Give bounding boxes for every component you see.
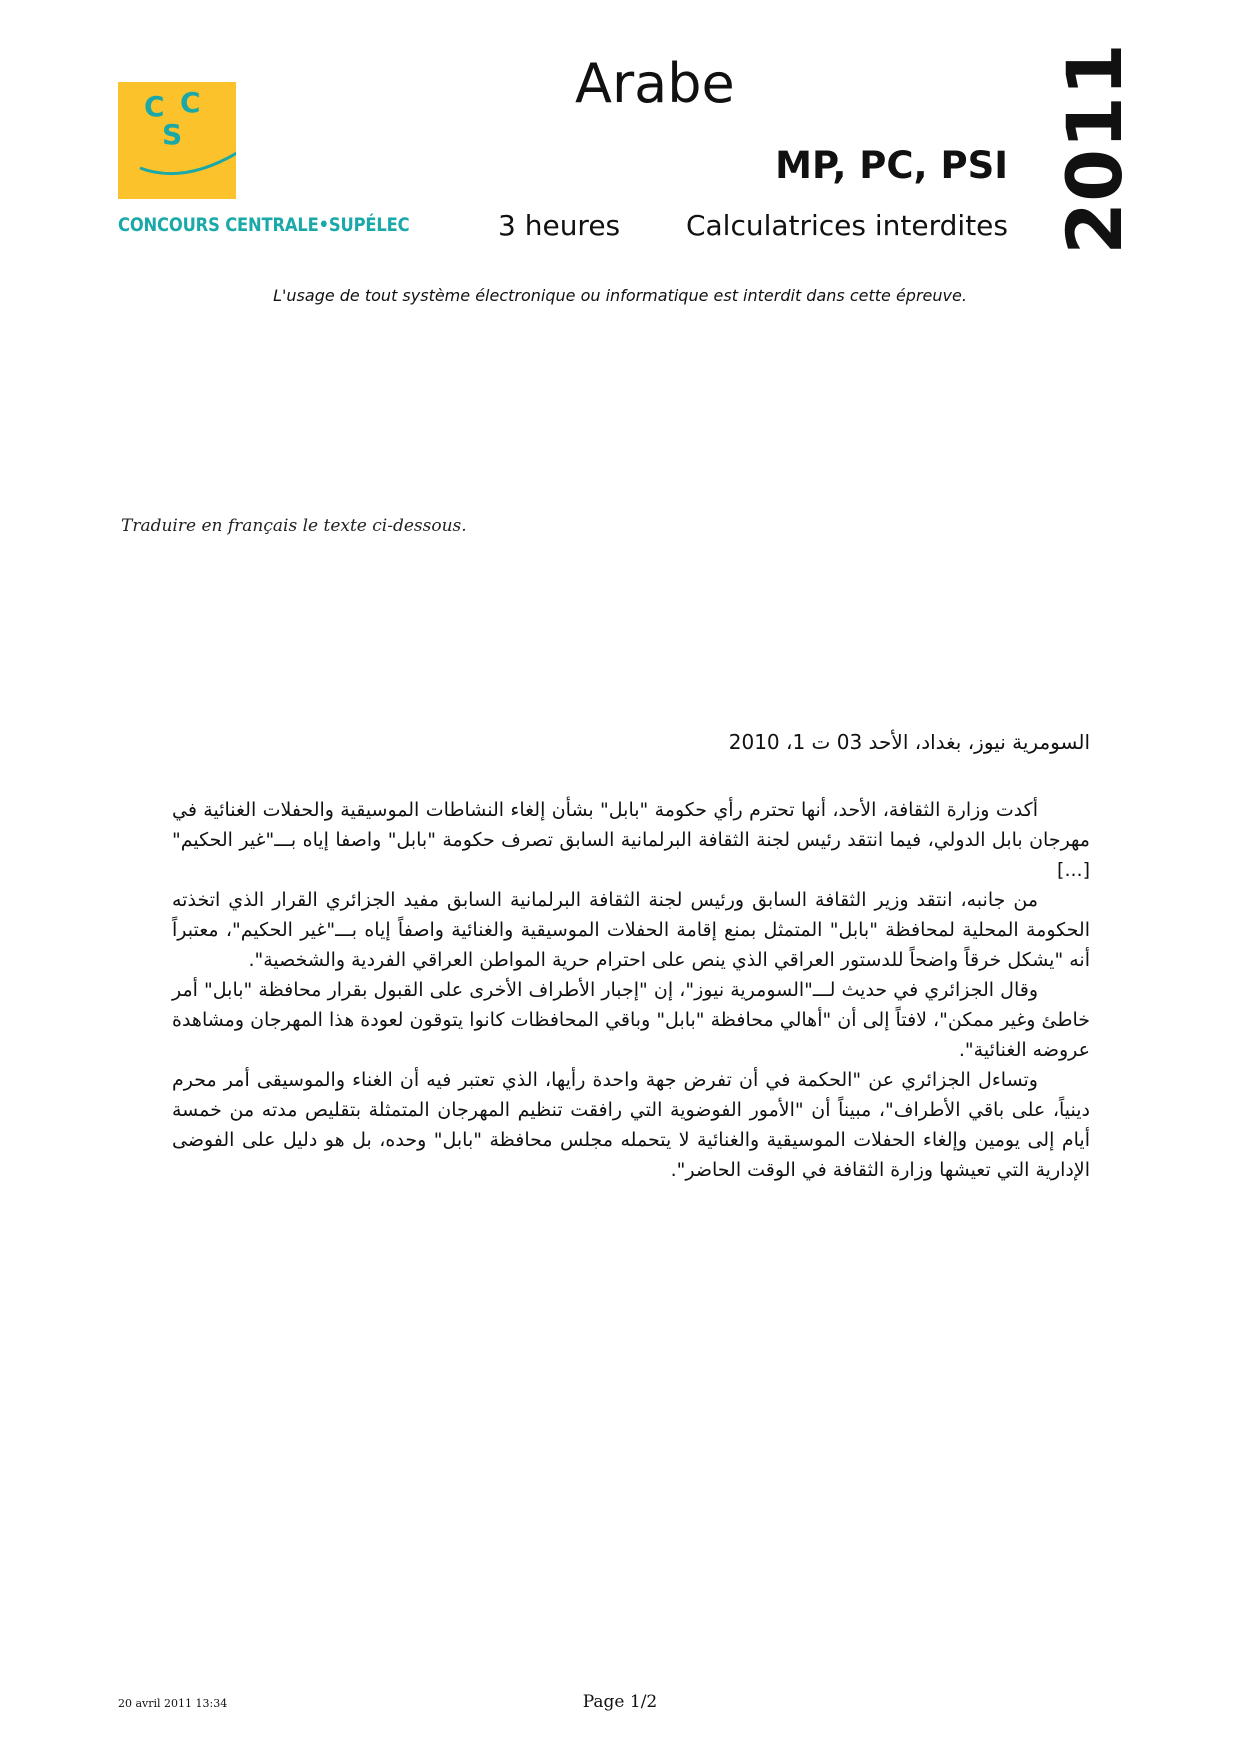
logo-letter-s: S: [162, 118, 183, 151]
electronics-notice: L'usage de tout système électronique ou informatique est interdit dans cette épreuve.: [273, 286, 967, 305]
article-paragraph: من جانبه، انتقد وزير الثقافة السابق ورئيس لجنة الثقافة البرلمانية السابق مفيد الجزائري القرار الذي اتخذته الحكومة المحلية لمحافظة "بابل" المتمثل بمنع إقامة الحفلات الموسيقية والغنائية واصفاً إياه بـــ"غير الحكيم"، معتبراً أنه "يشكل خرقاً واضحاً للدستور العراقي الذي ينص على احترام حرية المواطن العراقي الفردية والشخصية".: [172, 889, 1090, 971]
logo-graphic: [118, 82, 236, 199]
logo: [118, 82, 236, 199]
footer-date: 20 avril 2011 13:34: [118, 1697, 228, 1710]
exam-duration: 3 heures: [498, 209, 621, 242]
page-number: Page 1/2: [582, 1692, 658, 1712]
logo-letter-c1: C: [144, 90, 165, 123]
exam-subject: Arabe: [575, 52, 735, 115]
calculator-rule: Calculatrices interdites: [685, 209, 1008, 242]
article-paragraph: وتساءل الجزائري عن "الحكمة في أن تفرض جهة واحدة رأيها، الذي تعتبر فيه أن الغناء والموسيقى أمر محرم دينياً، على باقي الأطراف"، مبيناً أن "الأمور الفوضوية التي رافقت تنظيم المهرجان المتمثلة بتقليص مدته من خمسة أيام إلى يومين وإلغاء الحفلات الموسيقية والغنائية لا يتحمله مجلس محافظة "بابل" وحده، بل هو دليل على الفوضى الإدارية التي تعيشها وزارة الثقافة في الوقت الحاضر".: [172, 1069, 1090, 1181]
exam-year: 2011: [1050, 43, 1139, 255]
article-paragraph: وقال الجزائري في حديث لـــ"السومرية نيوز"، إن "إجبار الأطراف الأخرى على القبول بقرار محافظة "بابل" أمر خاطئ وغير ممكن"، لافتاً إلى أن "أهالي محافظة "بابل" وباقي المحافظات كانوا يتوقون لعودة هذا المهرجان ومشاهدة عروضه الغنائية".: [172, 979, 1090, 1061]
logo-letter-c2: C: [180, 86, 201, 119]
article-source: السومرية نيوز، بغداد، الأحد 03 ت 1، 2010: [728, 730, 1090, 754]
article-body: [172, 795, 1090, 1185]
article-paragraph: أكدت وزارة الثقافة، الأحد، أنها تحترم رأي حكومة "بابل" بشأن إلغاء النشاطات الموسيقية والحفلات الغنائية في مهرجان بابل الدولي، فيما انتقد رئيس لجنة الثقافة البرلمانية السابق تصرف حكومة "بابل" واصفا إياه بـــ"غير الحكيم" [...]: [172, 799, 1090, 881]
translation-instruction: Traduire en français le texte ci-dessous.: [121, 516, 467, 536]
exam-year-box: [1050, 43, 1139, 255]
logo-caption: CONCOURS CENTRALE•SUPÉLEC: [118, 214, 410, 236]
exam-filieres: MP, PC, PSI: [775, 144, 1008, 187]
